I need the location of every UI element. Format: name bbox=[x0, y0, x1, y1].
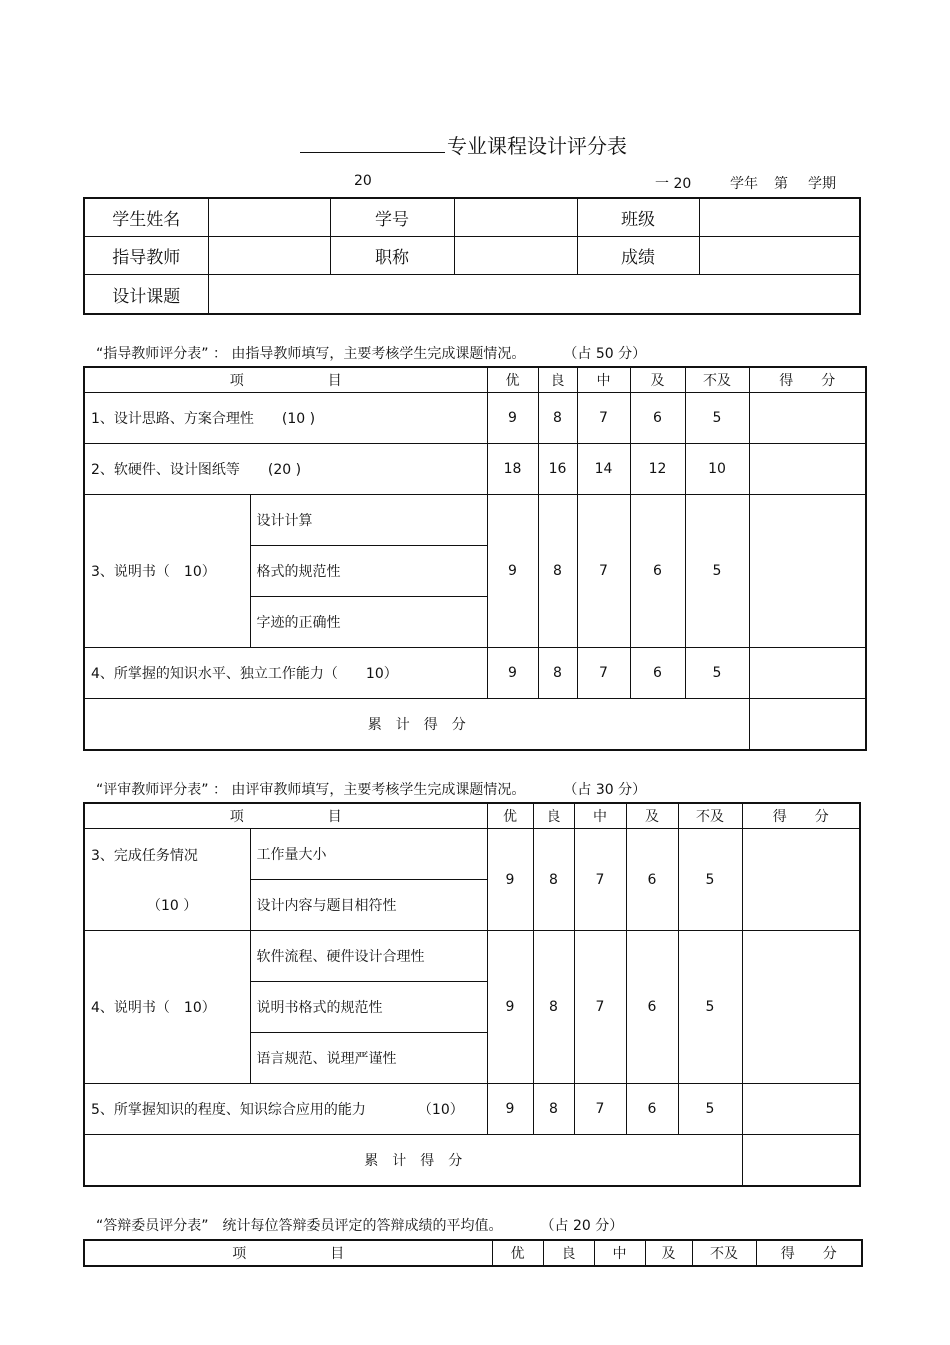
title-rank-label: 职称 bbox=[330, 237, 454, 275]
val-you: 9 bbox=[487, 931, 533, 1084]
major-blank bbox=[300, 134, 445, 153]
advisor-label: 指导教师 bbox=[84, 237, 208, 275]
row-label bbox=[84, 829, 250, 931]
total-row bbox=[84, 1135, 860, 1186]
val-liang: 8 bbox=[538, 648, 577, 699]
class-label: 班级 bbox=[577, 198, 699, 237]
val-you: 9 bbox=[487, 1084, 533, 1135]
header-liang: 良 bbox=[543, 1240, 594, 1266]
table3-note-text: “答辩委员评分表” 统计每位答辩委员评定的答辩成绩的平均值。 bbox=[96, 1218, 503, 1234]
val-buji: 5 bbox=[685, 648, 749, 699]
val-buji: 5 bbox=[685, 495, 749, 648]
header-item: 项 目 bbox=[84, 803, 487, 829]
student-info-table bbox=[83, 197, 861, 315]
val-liang: 8 bbox=[533, 829, 574, 931]
header-buji: 不及 bbox=[685, 367, 749, 393]
val-liang: 16 bbox=[538, 444, 577, 495]
table1-weight: （占 50 分） bbox=[563, 346, 647, 362]
header-liang: 良 bbox=[538, 367, 577, 393]
row-label: 4、说明书（ 10） bbox=[84, 931, 250, 1084]
val-you: 9 bbox=[487, 495, 538, 648]
score-cell[interactable] bbox=[742, 1084, 860, 1135]
score-cell[interactable] bbox=[749, 444, 866, 495]
title-text: 专业课程设计评分表 bbox=[447, 134, 627, 158]
val-buji: 5 bbox=[678, 829, 742, 931]
val-zhong: 7 bbox=[574, 829, 626, 931]
val-zhong: 7 bbox=[577, 495, 630, 648]
row-label-points: （10 ） bbox=[147, 897, 198, 914]
val-ji: 6 bbox=[626, 931, 678, 1084]
header-ji: 及 bbox=[630, 367, 685, 393]
year-start: 20 bbox=[354, 173, 372, 189]
page-title bbox=[300, 130, 627, 159]
row-label: 2、软硬件、设计图纸等 (20 ) bbox=[84, 444, 487, 495]
score-cell[interactable] bbox=[742, 829, 860, 931]
total-score-cell[interactable] bbox=[742, 1135, 860, 1186]
committee-score-table bbox=[83, 1239, 863, 1267]
year-end: 一 20 bbox=[655, 176, 692, 192]
sub-item: 设计计算 bbox=[250, 495, 487, 546]
table3-note bbox=[96, 1215, 623, 1235]
total-label: 累 计 得 分 bbox=[84, 699, 749, 750]
val-liang: 8 bbox=[533, 1084, 574, 1135]
header-buji: 不及 bbox=[692, 1240, 756, 1266]
xueqi-label: 学期 bbox=[808, 176, 836, 192]
class-field[interactable] bbox=[699, 198, 860, 237]
xuenian-label: 学年 bbox=[730, 176, 758, 192]
table2-note-text: “评审教师评分表” ： 由评审教师填写，主要考核学生完成课题情况。 bbox=[96, 782, 526, 798]
header-liang: 良 bbox=[533, 803, 574, 829]
val-zhong: 14 bbox=[577, 444, 630, 495]
sub-item: 语言规范、说理严谨性 bbox=[250, 1033, 487, 1084]
row-label: 1、设计思路、方案合理性 (10 ) bbox=[84, 393, 487, 444]
val-liang: 8 bbox=[538, 393, 577, 444]
val-buji: 5 bbox=[678, 931, 742, 1084]
table1-note-text: “指导教师评分表” ： 由指导教师填写，主要考核学生完成课题情况。 bbox=[96, 346, 526, 362]
row-label: 3、说明书（ 10） bbox=[84, 495, 250, 648]
val-liang: 8 bbox=[538, 495, 577, 648]
student-name-label: 学生姓名 bbox=[84, 198, 208, 237]
student-name-field[interactable] bbox=[208, 198, 330, 237]
advisor-score-table bbox=[83, 366, 867, 751]
header-you: 优 bbox=[487, 803, 533, 829]
val-you: 9 bbox=[487, 829, 533, 931]
header-score: 得 分 bbox=[749, 367, 866, 393]
val-ji: 6 bbox=[626, 1084, 678, 1135]
total-row bbox=[84, 699, 866, 750]
sub-item: 格式的规范性 bbox=[250, 546, 487, 597]
sub-item: 工作量大小 bbox=[250, 829, 487, 880]
table-row bbox=[84, 393, 866, 444]
header-zhong: 中 bbox=[577, 367, 630, 393]
student-id-label: 学号 bbox=[330, 198, 454, 237]
val-buji: 5 bbox=[685, 393, 749, 444]
sub-item: 字迹的正确性 bbox=[250, 597, 487, 648]
val-zhong: 7 bbox=[574, 1084, 626, 1135]
score-cell[interactable] bbox=[749, 648, 866, 699]
table-row bbox=[84, 444, 866, 495]
header-you: 优 bbox=[487, 367, 538, 393]
val-liang: 8 bbox=[533, 931, 574, 1084]
table1-note bbox=[96, 343, 646, 363]
val-buji: 10 bbox=[685, 444, 749, 495]
score-cell[interactable] bbox=[749, 495, 866, 648]
grade-field[interactable] bbox=[699, 237, 860, 275]
table3-weight: （占 20 分） bbox=[540, 1218, 624, 1234]
title-rank-field[interactable] bbox=[454, 237, 577, 275]
topic-label: 设计课题 bbox=[84, 275, 208, 315]
header-you: 优 bbox=[492, 1240, 543, 1266]
score-cell[interactable] bbox=[749, 393, 866, 444]
row-label-text: 5、所掌握知识的程度、知识综合应用的能力 bbox=[91, 1102, 366, 1118]
table2-note bbox=[96, 779, 646, 799]
table-row bbox=[84, 495, 866, 546]
val-you: 18 bbox=[487, 444, 538, 495]
sub-item: 设计内容与题目相符性 bbox=[250, 880, 487, 931]
header-zhong: 中 bbox=[594, 1240, 645, 1266]
header-ji: 及 bbox=[626, 803, 678, 829]
row-label-points: （10） bbox=[417, 1102, 464, 1118]
sub-item: 说明书格式的规范性 bbox=[250, 982, 487, 1033]
row-label: 4、所掌握的知识水平、独立工作能力（ 10） bbox=[84, 648, 487, 699]
val-ji: 6 bbox=[630, 393, 685, 444]
table-row bbox=[84, 648, 866, 699]
topic-field[interactable] bbox=[208, 275, 860, 315]
header-buji: 不及 bbox=[678, 803, 742, 829]
student-id-field[interactable] bbox=[454, 198, 577, 237]
di-label: 第 bbox=[774, 176, 788, 192]
advisor-field[interactable] bbox=[208, 237, 330, 275]
val-zhong: 7 bbox=[577, 648, 630, 699]
val-you: 9 bbox=[487, 648, 538, 699]
total-label: 累 计 得 分 bbox=[84, 1135, 742, 1186]
total-score-cell[interactable] bbox=[749, 699, 866, 750]
header-item: 项 目 bbox=[84, 367, 487, 393]
reviewer-score-table bbox=[83, 802, 861, 1187]
val-zhong: 7 bbox=[577, 393, 630, 444]
val-buji: 5 bbox=[678, 1084, 742, 1135]
val-ji: 6 bbox=[630, 495, 685, 648]
score-cell[interactable] bbox=[742, 931, 860, 1084]
val-you: 9 bbox=[487, 393, 538, 444]
header-ji: 及 bbox=[645, 1240, 692, 1266]
val-ji: 6 bbox=[626, 829, 678, 931]
grade-label: 成绩 bbox=[577, 237, 699, 275]
table-row bbox=[84, 829, 860, 880]
header-item: 项 目 bbox=[84, 1240, 492, 1266]
header-zhong: 中 bbox=[574, 803, 626, 829]
table-row bbox=[84, 1084, 860, 1135]
table-row bbox=[84, 931, 860, 982]
sub-item: 软件流程、硬件设计合理性 bbox=[250, 931, 487, 982]
header-score: 得 分 bbox=[742, 803, 860, 829]
val-ji: 12 bbox=[630, 444, 685, 495]
val-zhong: 7 bbox=[574, 931, 626, 1084]
header-score: 得 分 bbox=[756, 1240, 862, 1266]
row-label bbox=[84, 1084, 487, 1135]
val-ji: 6 bbox=[630, 648, 685, 699]
table2-weight: （占 30 分） bbox=[563, 782, 647, 798]
row-label-text: 3、完成任务情况 bbox=[91, 847, 198, 864]
